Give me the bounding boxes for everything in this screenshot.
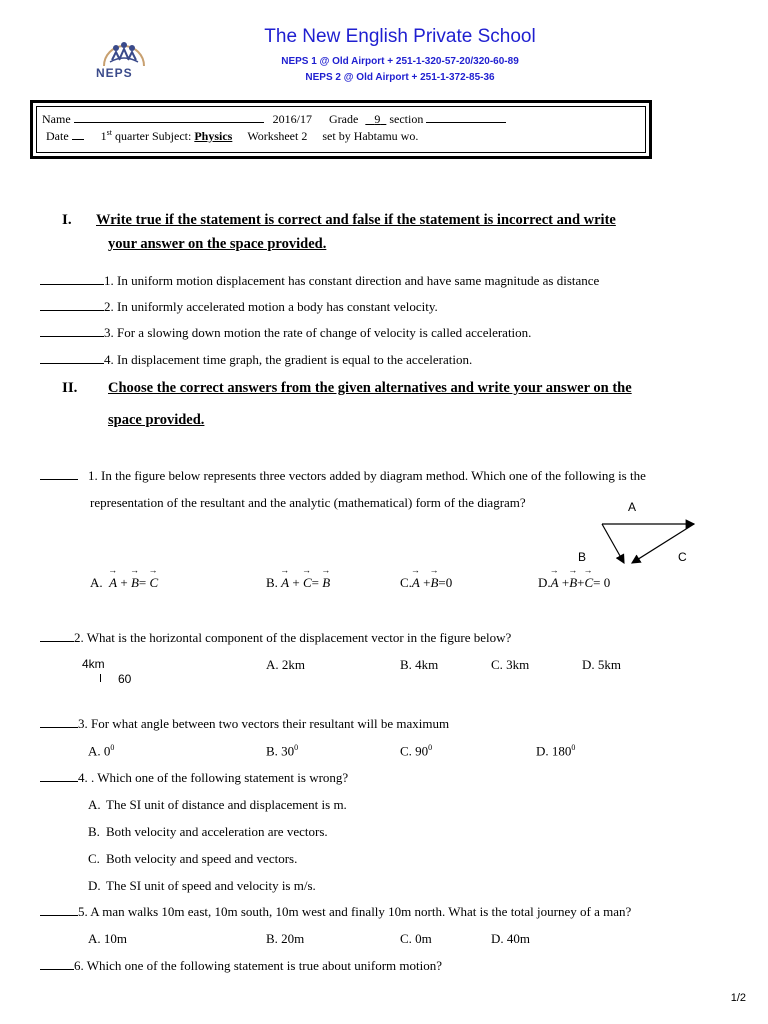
q2-fig-magnitude: 4km <box>82 657 105 671</box>
tf-item-4: 4. In displacement time graph, the gradient is equal to the acceleration. <box>40 352 472 368</box>
q3-question: 3. For what angle between two vectors their resultant will be maximum <box>40 716 449 732</box>
fig-label-c: C <box>678 550 687 564</box>
q4-option-c[interactable]: C. Both velocity and speed and vectors. <box>88 851 298 866</box>
q3-option-d[interactable]: D. $180^0$ <box>536 743 576 759</box>
q1-option-a[interactable]: A. → A + → B= → C <box>90 575 158 591</box>
name-label: Name <box>42 112 71 126</box>
vector-triangle-diagram <box>600 510 710 570</box>
q2-option-c[interactable]: C. 3km <box>491 657 530 672</box>
section-1-title-line-2: your answer on the space provided. <box>108 236 327 252</box>
q2-question: 2. What is the horizontal component of the displacement vector in the figure below? <box>40 630 511 646</box>
q4-option-d[interactable]: D. The SI unit of speed and velocity is m/s. <box>88 878 316 893</box>
q5-question: 5. A man walks 10m east, 10m south, 10m west and finally 10m north. What is the total journey of a man? <box>40 904 631 920</box>
answer-blank[interactable] <box>40 958 74 970</box>
info-row-2 <box>46 128 418 144</box>
answer-blank[interactable] <box>40 273 104 285</box>
set-by: set by Habtamu wo. <box>322 129 419 143</box>
answer-blank[interactable] <box>40 716 78 728</box>
q3-option-c[interactable]: C. $90^0$ <box>400 743 433 759</box>
info-row-1 <box>42 111 506 127</box>
answer-blank[interactable] <box>40 770 78 782</box>
section-1-title-line-1: Write true if the statement is correct and false if the statement is incorrect and write <box>96 212 616 228</box>
q4-question: 4. . Which one of the following statement is wrong? <box>40 770 348 786</box>
q5-option-a[interactable]: A. 10m <box>88 931 127 946</box>
name-blank <box>74 111 264 123</box>
q2-option-a[interactable]: A. 2km <box>266 657 305 672</box>
quarter: 1st quarter Subject: <box>100 128 192 143</box>
q6-question: 6. Which one of the following statement is true about uniform motion? <box>40 958 442 974</box>
q4-option-b[interactable]: B. Both velocity and acceleration are vectors. <box>88 824 328 839</box>
answer-blank[interactable] <box>40 630 74 642</box>
q5-option-c[interactable]: C. 0m <box>400 931 432 946</box>
logo-text: NEPS <box>96 66 133 80</box>
section-blank <box>426 111 506 123</box>
grade-label: Grade <box>329 112 359 126</box>
tf-item-3: 3. For a slowing down motion the rate of change of velocity is called acceleration. <box>40 325 531 341</box>
section-2-title-line-2: space provided. <box>108 412 205 428</box>
answer-blank[interactable] <box>40 325 104 337</box>
year: 2016/17 <box>272 112 312 126</box>
grade-value: 9 <box>374 112 381 126</box>
q5-option-d[interactable]: D. 40m <box>491 931 530 946</box>
q3-option-a[interactable]: A. $0^0$ <box>88 743 115 759</box>
q1-option-c[interactable]: C.→ A +→ B=0 <box>400 575 452 591</box>
contact-line-1: NEPS 1 @ Old Airport + 251-1-320-57-20/320-60-89 <box>281 56 519 67</box>
q2-fig-angle: 60 <box>118 672 132 686</box>
q1-line-2: representation of the resultant and the analytic (mathematical) form of the diagram? <box>90 495 526 510</box>
q5-option-b[interactable]: B. 20m <box>266 931 305 946</box>
q1-line-1: 1. In the figure below represents three vectors added by diagram method. Which one of the following is the <box>40 468 646 484</box>
answer-blank[interactable] <box>40 352 104 364</box>
q3-option-b[interactable]: B. $30^0$ <box>266 743 299 759</box>
answer-blank[interactable] <box>40 299 104 311</box>
contact-line-2: NEPS 2 @ Old Airport + 251-1-372-85-36 <box>305 72 495 83</box>
tf-item-1: 1. In uniform motion displacement has constant direction and have same magnitude as distance <box>40 273 599 289</box>
section-label: section <box>389 112 424 126</box>
answer-blank[interactable] <box>40 468 78 480</box>
answer-blank[interactable] <box>40 904 78 916</box>
date-blank <box>72 128 84 140</box>
vector-b-arrow <box>602 524 624 563</box>
section-1-number: I. <box>62 212 72 228</box>
q2-option-d[interactable]: D. 5km <box>582 657 621 672</box>
school-name: The New English Private School <box>264 26 536 47</box>
worksheet: Worksheet 2 <box>247 129 308 143</box>
date-label: Date <box>46 129 69 143</box>
q4-option-a[interactable]: A. The SI unit of distance and displacement is m. <box>88 797 347 812</box>
q2-option-b[interactable]: B. 4km <box>400 657 439 672</box>
tf-item-2: 2. In uniformly accelerated motion a body has constant velocity. <box>40 299 438 315</box>
fig-label-b: B <box>578 550 587 564</box>
section-2-number: II. <box>62 380 78 396</box>
page-number: 1/2 <box>730 992 746 1004</box>
q1-option-b[interactable]: B. → A + → C= → B <box>266 575 330 591</box>
q2-fig-vector-line <box>100 674 101 682</box>
fig-label-a: A <box>628 500 637 514</box>
section-2-title-line-1: Choose the correct answers from the given alternatives and write your answer on the <box>108 380 632 396</box>
q1-option-d[interactable]: D.→ A +→ B+→ C= 0 <box>538 575 610 591</box>
subject: Physics <box>194 129 233 143</box>
